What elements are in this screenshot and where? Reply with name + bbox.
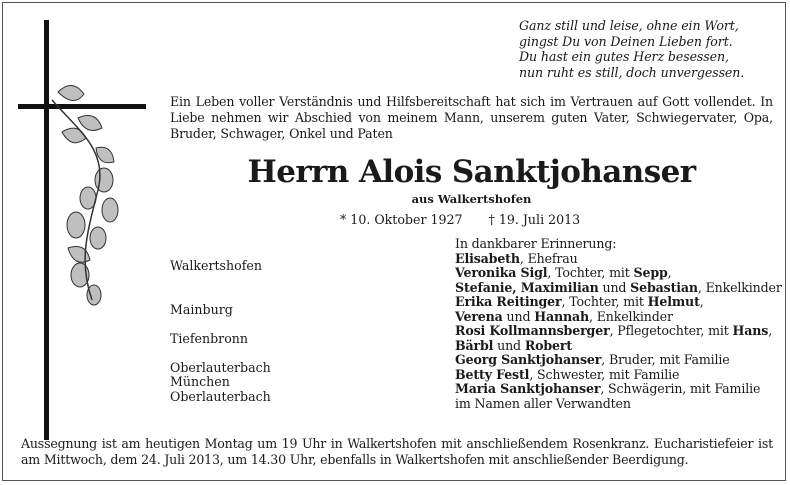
- cross-with-hops-icon: [18, 20, 158, 440]
- place-label: Mainburg: [170, 301, 233, 317]
- mourner-line: Georg Sanktjohanser, Bruder, mit Familie: [455, 352, 730, 367]
- mourner-line: Stefanie, Maximilian und Sebastian, Enkelkinder: [455, 279, 782, 295]
- life-dates: [340, 212, 600, 227]
- mourner-line: Rosi Kollmannsberger, Pflegetochter, mit Hans,: [455, 323, 773, 338]
- intro-text: Ein Leben voller Verständnis und Hilfsbereitschaft hat sich im Vertrauen auf Gott vollendet. In Liebe nehmen wir Abschied von meinem Mann, unserem guten Vater, Schwiegervater, Opa, Bruder, Schwager, Onkel und Paten: [170, 94, 773, 141]
- poem-line: Du hast ein gutes Herz besessen,: [519, 49, 729, 65]
- place-label: [170, 317, 440, 332]
- place-label: Oberlauterbach: [170, 359, 271, 375]
- places-column: [170, 259, 440, 419]
- mourner-line: Erika Reitinger, Tochter, mit Helmut,: [455, 294, 704, 309]
- place-label: München: [170, 374, 230, 389]
- deceased-origin: aus Walkertshofen: [411, 192, 532, 206]
- mourner-line: Veronika Sigl, Tochter, mit Sepp,: [455, 265, 672, 280]
- mourner-line: Betty Festl, Schwester, mit Familie: [455, 366, 680, 382]
- place-label: [170, 346, 440, 361]
- deceased-name: Herrn Alois Sanktjohanser: [247, 154, 696, 190]
- place-label: [170, 274, 440, 289]
- mourner-line: Maria Sanktjohanser, Schwägerin, mit Familie: [455, 381, 761, 396]
- mourner-line: Elisabeth, Ehefrau: [455, 250, 578, 266]
- poem-line: gingst Du von Deinen Lieben fort.: [519, 33, 733, 49]
- death-date: † 19. Juli 2013: [488, 212, 581, 227]
- place-label: [170, 404, 440, 419]
- place-label: [170, 288, 440, 303]
- poem-line: nun ruht es still, doch unvergessen.: [519, 64, 745, 80]
- service-info: Aussegnung ist am heutigen Montag um 19 Uhr in Walkertshofen mit anschließendem Rosenkranz. Eucharistiefeier ist am Mittwoch, dem 24. Juli 2013, um 14.30 Uhr, ebenfalls in Walkertshofen mit anschließender Beerdigung.: [21, 436, 773, 467]
- mourner-line: Verena und Hannah, Enkelkinder: [455, 308, 673, 324]
- mourner-line: im Namen aller Verwandten: [455, 395, 631, 411]
- place-label: Oberlauterbach: [170, 388, 271, 404]
- place-label: Tiefenbronn: [170, 330, 248, 346]
- poem: [519, 18, 779, 80]
- mourners-header: In dankbarer Erinnerung:: [455, 236, 617, 251]
- mourners-column: [455, 237, 785, 411]
- mourner-lines: [455, 252, 785, 412]
- place-label: Walkertshofen: [170, 258, 262, 273]
- birth-date: * 10. Oktober 1927: [340, 212, 463, 227]
- mourner-line: Bärbl und Robert: [455, 337, 573, 353]
- poem-line: Ganz still und leise, ohne ein Wort,: [519, 18, 739, 33]
